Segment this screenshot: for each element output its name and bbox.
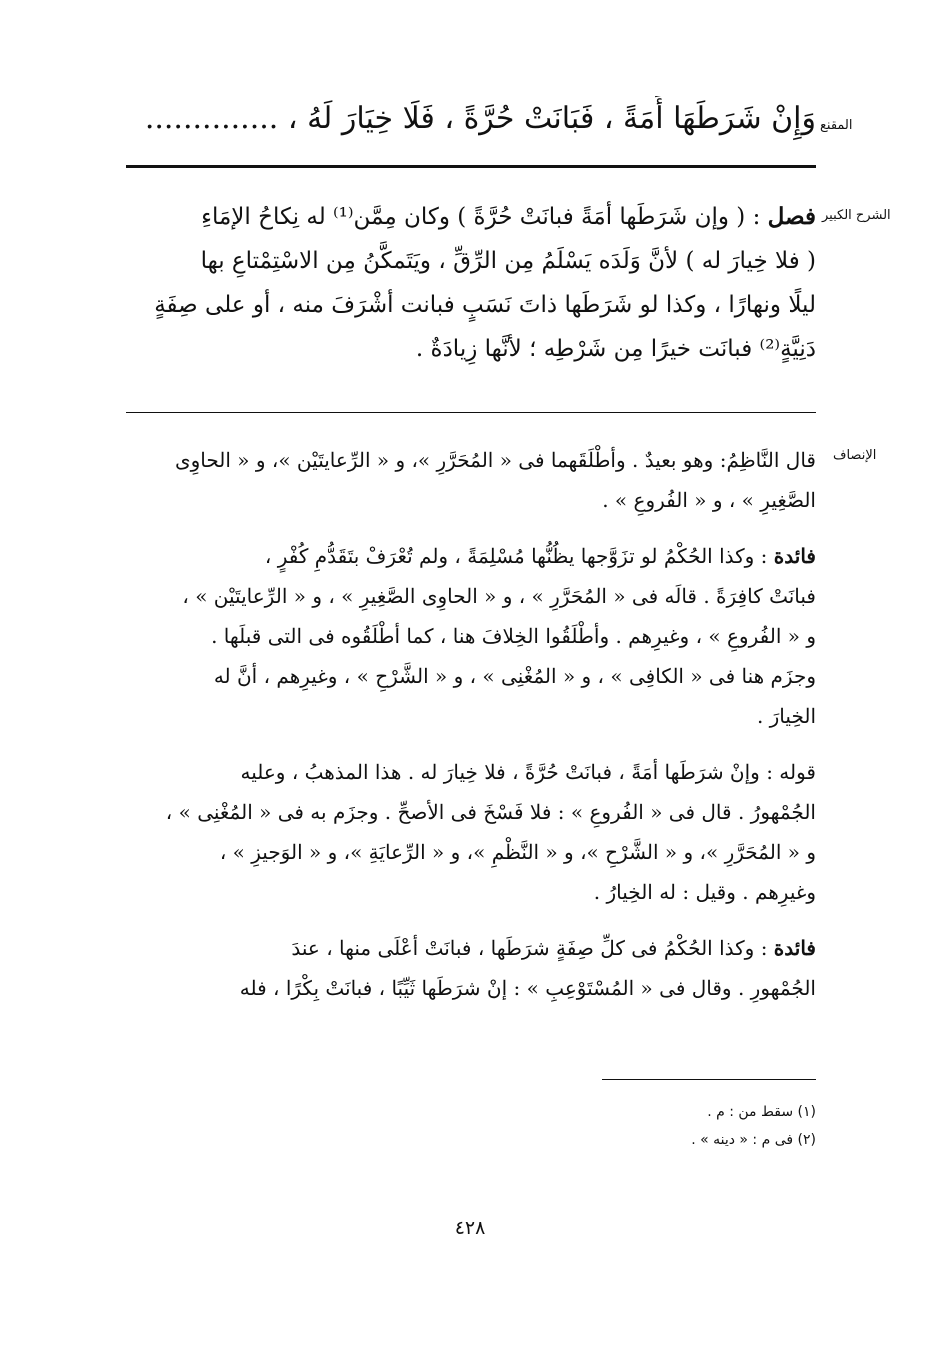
muqni-line: وَإِنْ شَرَطَهَا أَمَةً ، فَبَانَتْ حُرَّةً ، فَلَا خِيَارَ لَهُ ، .............. xyxy=(144,101,816,136)
insaf-line-text: : وكذا الحُكْمُ لو تزَوَّجها يظُنُّها مُسْلِمَةً ، ولم تُعْرَفْ بتَقَدُّمِ كُفْرٍ ، xyxy=(264,544,768,568)
insaf-line: قوله : وإنْ شرَطَها أمَةً ، فبانَتْ حُرَّةً ، فلا خِيارَ له . هذا المذهبُ ، وعليه xyxy=(240,760,816,784)
muqni-label: المقنع xyxy=(820,118,853,133)
sharh-keyword: فصل xyxy=(767,203,816,230)
insaf-line: الصَّغِيرِ » ، و « الفُروعِ » . xyxy=(602,488,816,512)
sharh-line: دَنِيَّةٍ⁽²⁾ فبانَت خيرًا مِن شَرْطِه ؛ لأنَّها زِيادَةٌ . xyxy=(415,336,816,362)
faida-keyword: فائدة xyxy=(773,936,816,960)
insaf-paragraph xyxy=(126,752,816,912)
insaf-line-text: : وكذا الحُكْمُ فى كلِّ صِفَةٍ شرَطَها ، فبانَتْ أعْلَى منها ، عندَ xyxy=(291,936,768,960)
insaf-line: فبانَتْ كافِرَةً . قالَه فى « المُحَرَّرِ » ، و « الحاوِى الصَّغِيرِ » ، و « الرِّعايتَيْن » ، xyxy=(182,584,816,608)
sharh-line: ليلًا ونهارًا ، وكذا لو شَرَطَها ذاتَ نَسَبٍ فبانت أشْرَفَ منه ، أو على صِفَةٍ xyxy=(154,292,816,318)
footnote: (١) سقط من : م . xyxy=(707,1104,816,1120)
section-divider-thick xyxy=(126,165,816,168)
insaf-line xyxy=(126,928,816,968)
insaf-paragraph xyxy=(126,536,816,736)
sharh-text xyxy=(126,195,816,371)
insaf-line: قال النَّاظِمُ: وهو بعيدٌ . وأطْلَقَهما فى « المُحَرَّرِ »، و « الرِّعايتَيْن »، و « الحاوِى xyxy=(174,448,816,472)
insaf-line: الجُمْهورِ . وقال فى « المُسْتَوْعِبِ » : إنْ شرَطَها ثَيِّبًا ، فبانَتْ بِكْرًا ، فله xyxy=(239,976,816,1000)
sharh-label: الشرح الكبير xyxy=(822,208,891,223)
insaf-line: وجزَم هنا فى « الكافِى » ، و « المُغْنِى » ، و « الشَّرْحِ » ، وغيرِهم ، أنَّ له xyxy=(213,664,816,688)
sharh-line: ( فلا خِيارَ له ) لأنَّ وَلَدَه يَسْلَمُ مِن الرِّقِّ ، ويَتَمكَّنُ مِن الاسْتِمْتاعِ بها xyxy=(200,248,816,274)
insaf-paragraph xyxy=(126,440,816,520)
insaf-line: و « المُحَرَّرِ »، و « الشَّرْحِ »، و « النَّظْمِ »، و « الرِّعايَةِ »، و « الوَجيزِ » ، xyxy=(219,840,816,864)
insaf-line xyxy=(126,536,816,576)
page-number: ٤٢٨ xyxy=(454,1217,486,1239)
footnote-separator xyxy=(602,1079,816,1080)
section-divider-thin xyxy=(126,412,816,413)
insaf-line: الخِيارَ . xyxy=(756,704,816,728)
sharh-line-text: : ( وإن شَرَطَها أمَةً فبانَتْ حُرَّةً ) وكان مِمَّن⁽¹⁾ له نِكاحُ الإمَاءِ xyxy=(201,204,761,230)
insaf-label: الإنصاف xyxy=(833,448,877,463)
footnotes xyxy=(500,1098,816,1154)
insaf-paragraph xyxy=(126,928,816,1008)
muqni-text xyxy=(126,96,816,142)
insaf-line: و « الفُروعِ » ، وغيرِهم . وأطْلَقُوا الخِلافَ هنا ، كما أطْلَقُوه فى التى قبلَها . xyxy=(211,624,816,648)
faida-keyword: فائدة xyxy=(773,544,816,568)
insaf-line: الجُمْهورُ . قال فى « الفُروعِ » : فلا فَسْخَ فى الأصحِّ . وجزَم به فى « المُغْنِى » ، xyxy=(165,800,816,824)
footnote: (٢) فى م : « دينه » . xyxy=(691,1132,816,1148)
sharh-line xyxy=(126,195,816,239)
insaf-text xyxy=(126,440,816,1008)
insaf-line: وغيرِهم . وقيل : له الخِيارُ . xyxy=(593,880,816,904)
